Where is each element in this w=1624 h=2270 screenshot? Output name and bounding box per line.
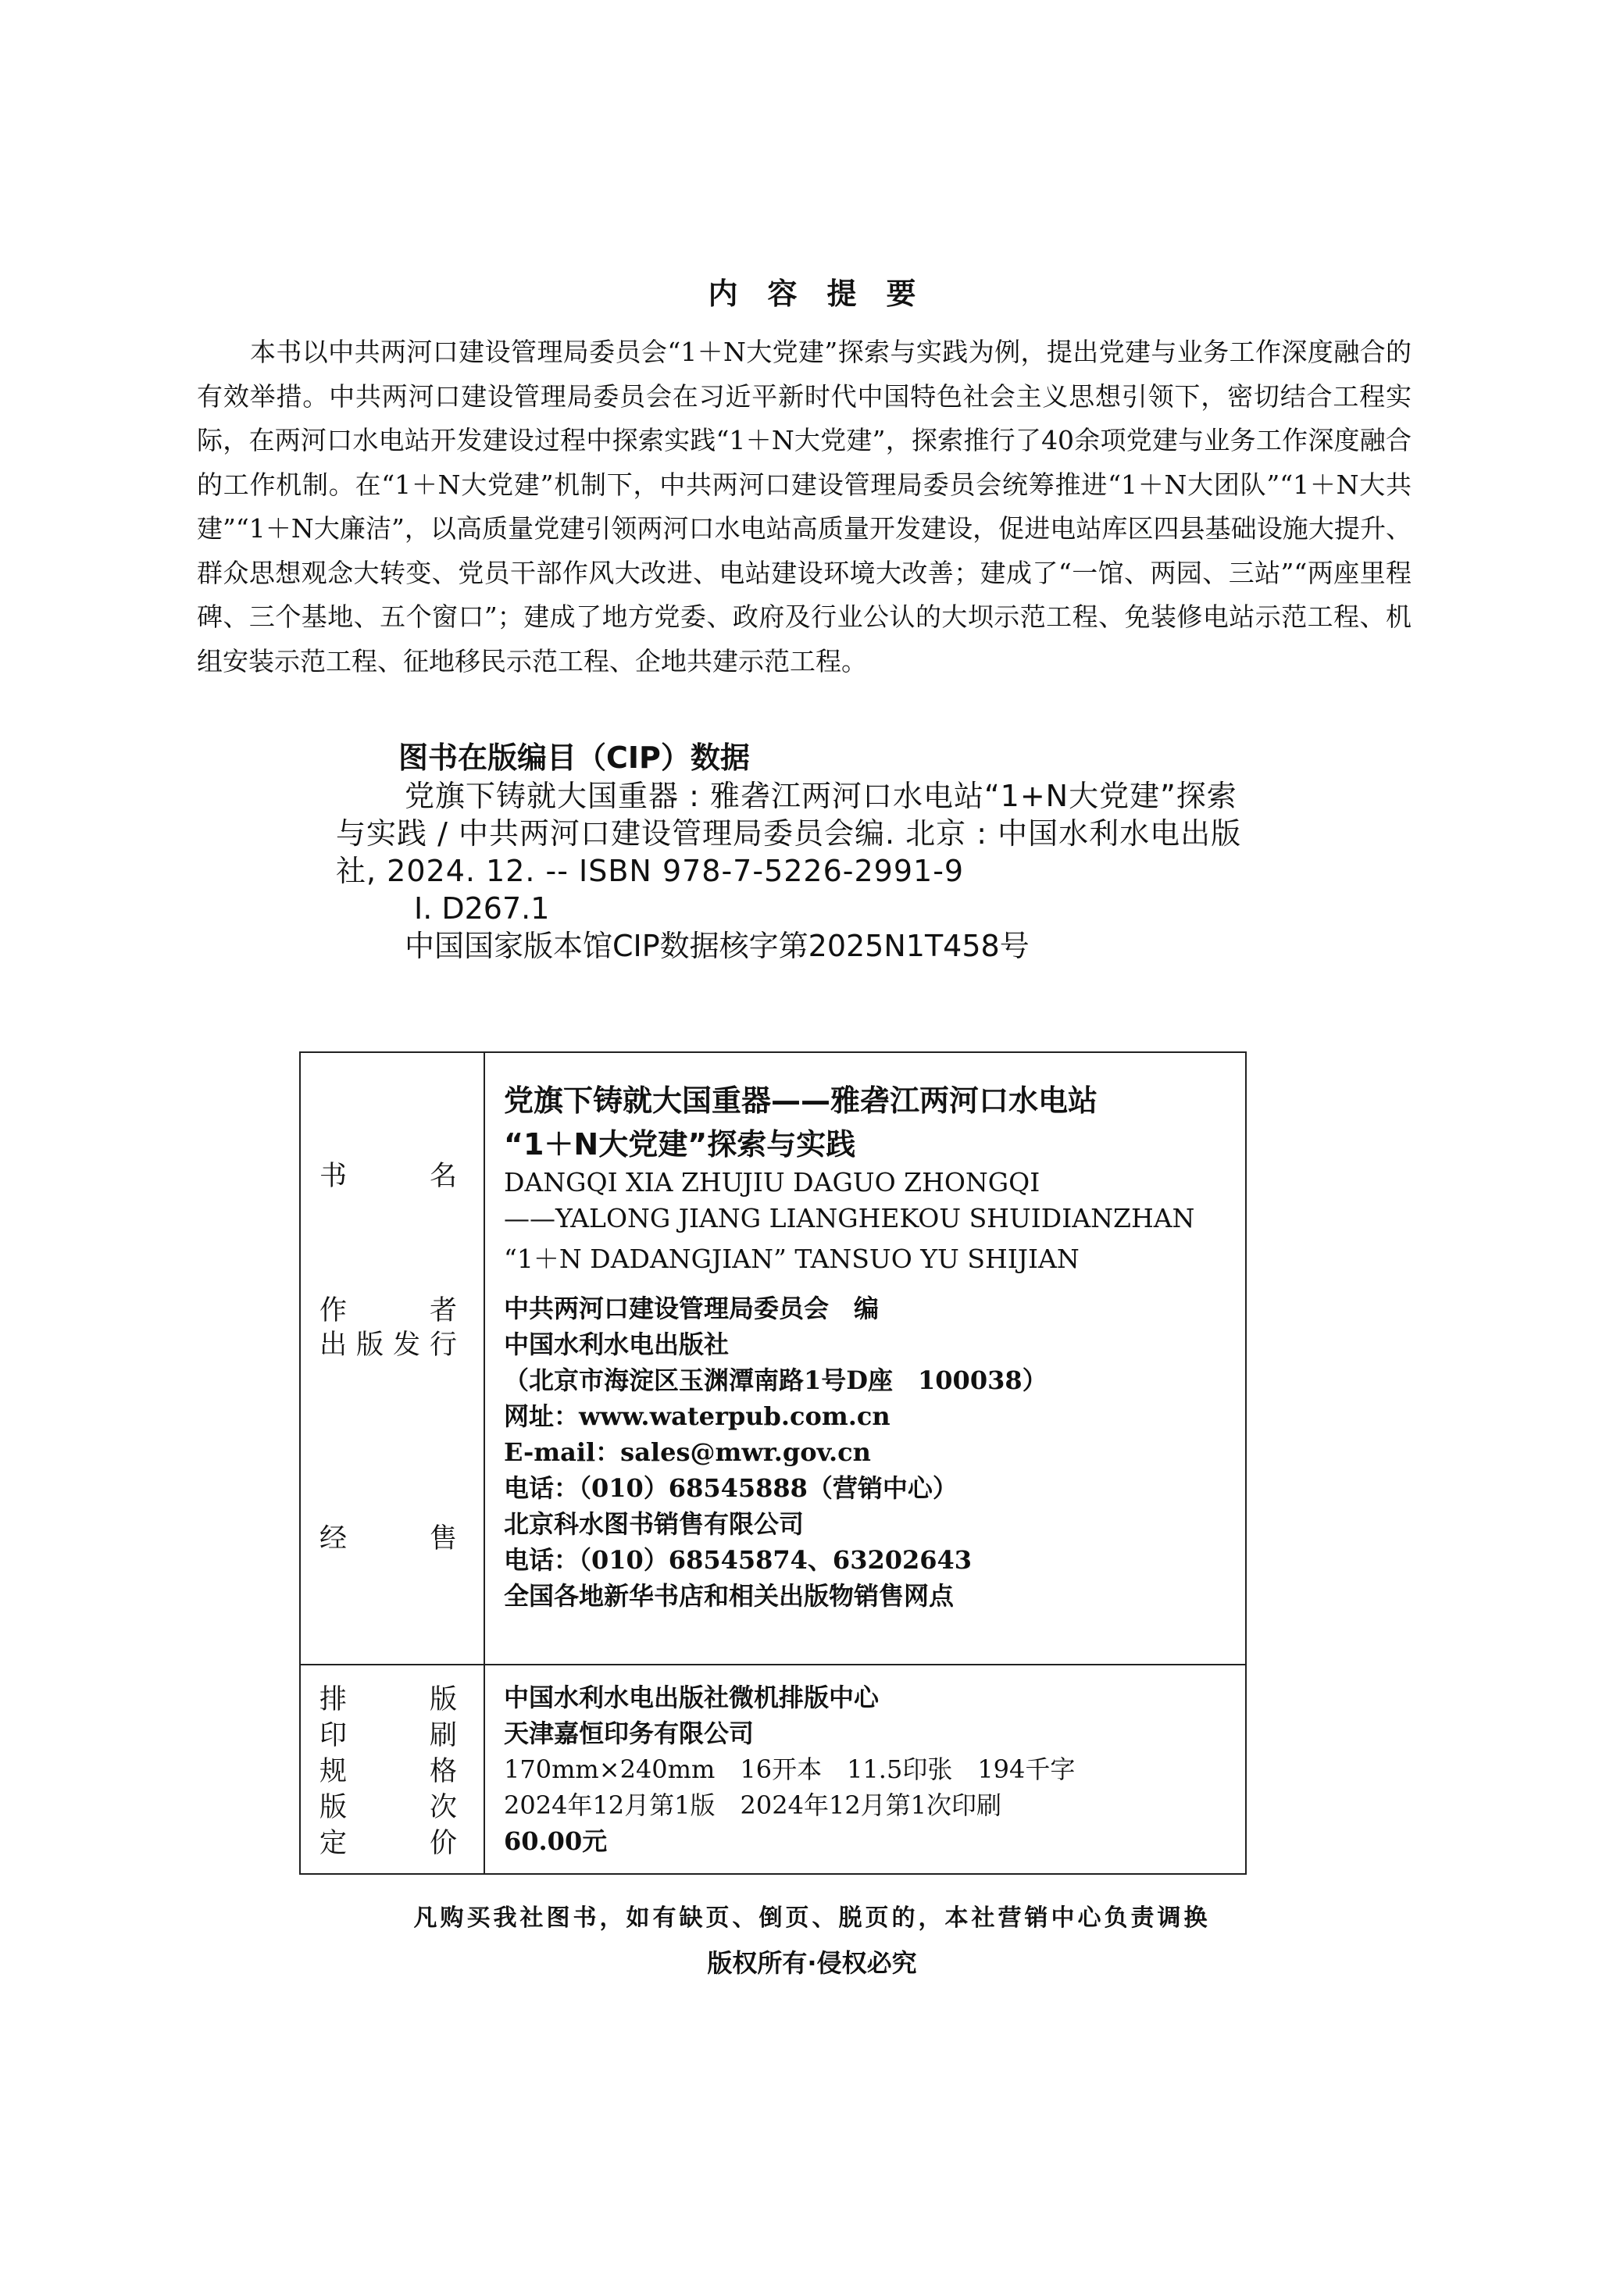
label-typeset — [319, 1678, 457, 1717]
label-char: 作 — [319, 1295, 348, 1326]
cip-block — [336, 738, 1273, 965]
price-value: 60.00元 — [504, 1826, 608, 1856]
label-author — [319, 1289, 457, 1328]
label-char: 行 — [429, 1330, 457, 1361]
label-distributor — [319, 1517, 457, 1556]
book-title-cn-line1: 党旗下铸就大国重器——雅砻江两河口水电站 — [504, 1083, 1098, 1118]
label-spec — [319, 1750, 457, 1789]
label-char: 版 — [429, 1684, 457, 1715]
distributor-name: 北京科水图书销售有限公司 — [504, 1509, 805, 1539]
typeset-value: 中国水利水电出版社微机排版中心 — [504, 1683, 880, 1712]
label-char: 刷 — [429, 1720, 457, 1751]
label-price — [319, 1822, 457, 1861]
book-title-cn-line2: “1＋N大党建”探索与实践 — [504, 1127, 856, 1162]
label-char: 售 — [429, 1523, 457, 1554]
label-char: 版 — [319, 1792, 348, 1823]
label-char: 定 — [319, 1828, 348, 1859]
distributor-phone: 电话：（010）68545874、63202643 — [504, 1545, 973, 1575]
author-value: 中共两河口建设管理局委员会 编 — [504, 1294, 880, 1323]
book-title-en-line3: “1＋N DADANGJIAN” TANSUO YU SHIJIAN — [504, 1244, 1080, 1274]
label-char: 规 — [319, 1756, 348, 1787]
edition-value: 2024年12月第1版 2024年12月第1次印刷 — [504, 1790, 1002, 1820]
label-edition — [319, 1786, 457, 1825]
label-printing — [319, 1714, 457, 1753]
label-char: 名 — [429, 1161, 457, 1192]
label-char: 者 — [429, 1295, 457, 1326]
label-char: 经 — [319, 1523, 348, 1554]
label-char: 排 — [319, 1684, 348, 1715]
label-char: 发 — [392, 1330, 420, 1361]
label-char: 印 — [319, 1720, 348, 1751]
label-char: 书 — [319, 1161, 348, 1192]
table-divider-horizontal — [301, 1664, 1245, 1665]
cip-entry: 党旗下铸就大国重器 : 雅砻江两河口水电站“1+N大党建”探索与实践 / 中共两河口建设管理局委员会编. 北京 : 中国水利水电出版社, 2024. 12. -- ISBN 978-7-5226-2991-9 — [336, 779, 1242, 888]
cip-classification: Ⅰ. D267.1 — [414, 891, 550, 926]
book-info-table — [299, 1051, 1247, 1875]
publisher-phone: 电话：（010）68545888（营销中心） — [504, 1473, 958, 1503]
book-title-en-line2: ——YALONG JIANG LIANGHEKOU SHUIDIANZHAN — [504, 1203, 1195, 1233]
publisher-website: 网址：www.waterpub.com.cn — [504, 1401, 891, 1431]
spec-value: 170mm×240mm 16开本 11.5印张 194千字 — [504, 1754, 1076, 1784]
label-char: 价 — [429, 1828, 457, 1859]
label-char: 次 — [429, 1792, 457, 1823]
cip-record: 中国国家版本馆CIP数据核字第2025N1T458号 — [405, 929, 1030, 963]
abstract-text: 本书以中共两河口建设管理局委员会“1＋N大党建”探索与实践为例，提出党建与业务工作深度融合的有效举措。中共两河口建设管理局委员会在习近平新时代中国特色社会主义思想引领下，密切结合工程实际，在两河口水电站开发建设过程中探索实践“1＋N大党建”，探索推行了40余项党建与业务工作深度融合的工作机制。在“1＋N大党建”机制下，中共两河口建设管理局委员会统筹推进“1＋N大团队”“1＋N大共建”“1＋N大廉洁”，以高质量党建引领两河口水电站高质量开发建设，促进电站库区四县基础设施大提升、群众思想观念大转变、党员干部作风大改进、电站建设环境大改善；建成了“一馆、两园、三站”“两座里程碑、三个基地、五个窗口”；建成了地方党委、政府及行业公认的大坝示范工程、免装修电站示范工程、机组安装示范工程、征地移民示范工程、企地共建示范工程。 — [197, 337, 1412, 676]
table-divider-vertical — [484, 1053, 485, 1873]
label-publisher — [319, 1323, 457, 1362]
label-char: 出 — [319, 1330, 348, 1361]
label-title — [319, 1155, 457, 1194]
publisher-email: E-mail：sales@mwr.gov.cn — [504, 1437, 871, 1467]
copyright-notice: 版权所有·侵权必究 — [707, 1948, 917, 1978]
distributor-network: 全国各地新华书店和相关出版物销售网点 — [504, 1581, 955, 1611]
label-char: 版 — [355, 1330, 384, 1361]
book-title-en-line1: DANGQI XIA ZHUJIU DAGUO ZHONGQI — [504, 1167, 1040, 1197]
printing-value: 天津嘉恒印务有限公司 — [504, 1719, 755, 1748]
replacement-notice: 凡购买我社图书，如有缺页、倒页、脱页的，本社营销中心负责调换 — [413, 1904, 1211, 1932]
publisher-name: 中国水利水电出版社 — [504, 1330, 730, 1359]
cip-heading: 图书在版编目（CIP）数据 — [398, 741, 750, 775]
abstract-title: 内容提要 — [708, 277, 946, 311]
label-char: 格 — [429, 1756, 457, 1787]
publisher-address: （北京市海淀区玉渊潭南路1号D座 100038） — [504, 1365, 1048, 1395]
